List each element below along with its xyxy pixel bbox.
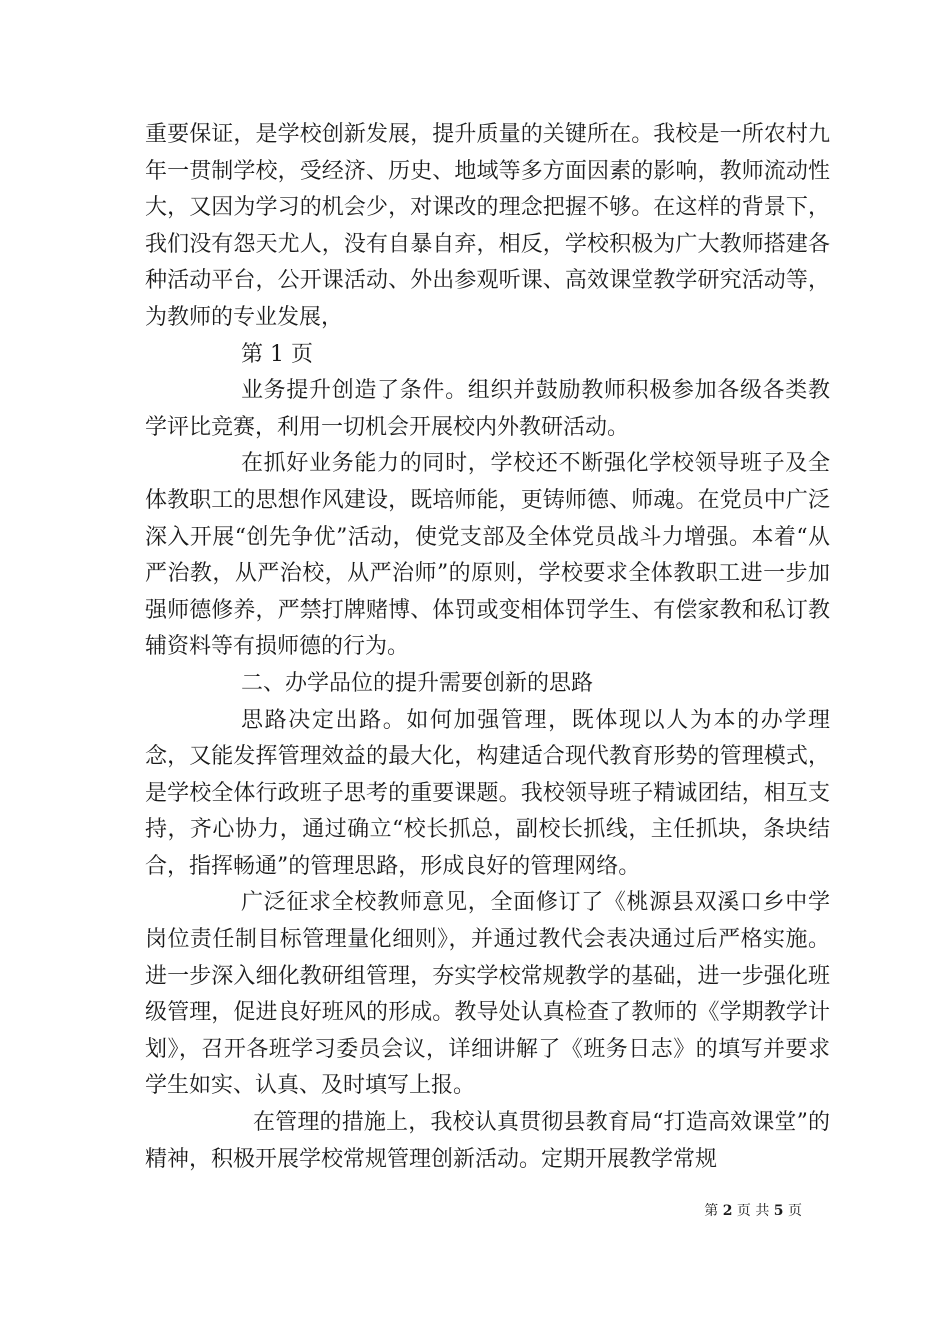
paragraph: 思路决定出路。如何加强管理，既体现以人为本的办学理念，又能发挥管理效益的最大化，构建适合现代教育形势的管理模式，是学校全体行政班子思考的重要课题。我校领导班子精诚团结，相互支持，齐心协力，通过确立“校长抓总，副校长抓线，主任抓块，条块结合，指挥畅通”的管理思路，形成良好的管理网络。 [145,707,830,879]
paragraph: 广泛征求全校教师意见，全面修订了《桃源县双溪口乡中学岗位责任制目标管理量化细则》，并通过教代会表决通过后严格实施。进一步深入细化教研组管理，夯实学校常规教学的基础，进一步强化班级管理，促进良好班风的形成。教导处认真检查了教师的《学期教学计划》，召开各班学习委员会议，详细讲解了《班务日志》的填写并要求学生如实、认真、及时填写上报。 [145,890,830,1099]
footer-total-pages: 5 [773,1203,784,1219]
footer-suffix: 页 [788,1203,802,1219]
paragraph: 业务提升创造了条件。组织并鼓励教师积极参加各级各类教学评比竞赛，利用一切机会开展校内外教研活动。 [145,378,830,440]
footer-current-page: 2 [722,1203,733,1219]
section-heading: 二、办学品位的提升需要创新的思路 [241,670,594,696]
paragraph: 在抓好业务能力的同时，学校还不断强化学校领导班子及全体教职工的思想作风建设，既培师能，更铸师德、师魂。在党员中广泛深入开展“创先争优”活动，使党支部及全体党员战斗力增强。本着“从严治教，从严治校，从严治师”的原则，学校要求全体教职工进一步加强师德修养，严禁打牌赌博、体罚或变相体罚学生、有偿家教和私订教辅资料等有损师德的行为。 [145,451,830,660]
paragraph: 在管理的措施上，我校认真贯彻县教育局“打造高效课堂”的精神，积极开展学校常规管理创新活动。定期开展教学常规 [145,1110,830,1172]
footer-middle: 页 共 [736,1203,770,1219]
document-body [145,117,830,1178]
page-footer [704,1202,802,1220]
footer-prefix: 第 [704,1203,719,1219]
page-marker: 第 1 页 [241,341,313,367]
paragraph-continuation: 重要保证，是学校创新发展，提升质量的关键所在。我校是一所农村九年一贯制学校，受经济、历史、地域等多方面因素的影响，教师流动性大，又因为学习的机会少，对课改的理念把握不够。在这样的背景下，我们没有怨天尤人，没有自暴自弃，相反，学校积极为广大教师搭建各种活动平台，公开课活动、外出参观听课、高效课堂教学研究活动等，为教师的专业发展， [145,122,830,330]
